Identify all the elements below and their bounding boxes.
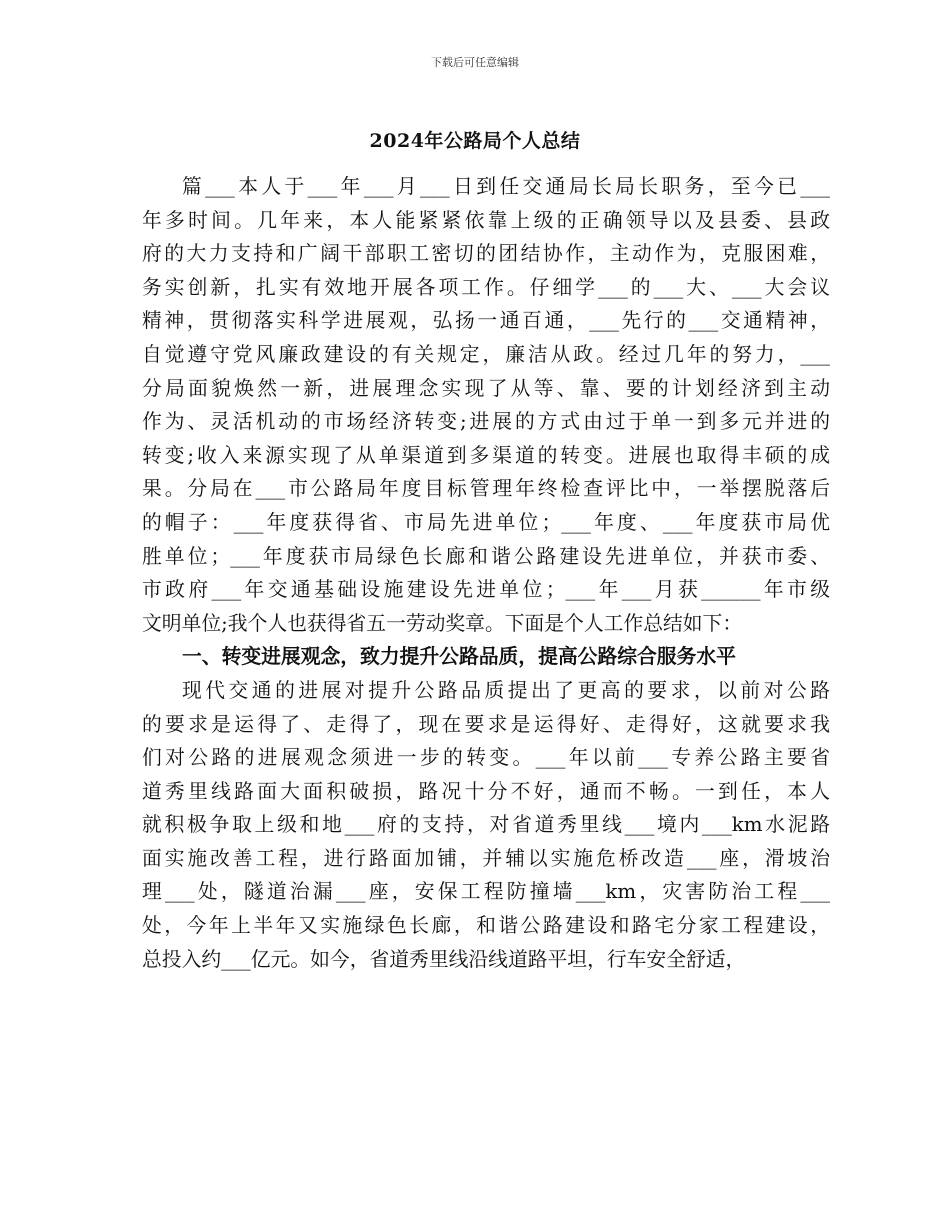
paragraph-line: 胜单位；___年度获市局绿色长廊和谐公路建设先进单位，并获市委、	[142, 544, 830, 568]
paragraph-line: 的要求是运得了、走得了，现在要求是运得好、走得好，这就要求我	[142, 712, 830, 736]
paragraph-line: 府的大力支持和广阔干部职工密切的团结协作，主动作为，克服困难，	[142, 242, 830, 266]
paragraph-line: 作为、灵活机动的市场经济转变;进展的方式由过于单一到多元并进的	[142, 410, 830, 434]
paragraph-line: 面实施改善工程，进行路面加铺，并辅以实施危桥改造___座，滑坡治	[142, 846, 830, 870]
paragraph-line: 们对公路的进展观念须进一步的转变。___年以前___专养公路主要省	[142, 746, 830, 770]
document-body	[142, 170, 830, 976]
document-title: 2024年公路局个人总结	[369, 130, 581, 152]
paragraph-line: 的帽子：___年度获得省、市局先进单位；___年度、___年度获市局优	[142, 510, 830, 534]
paragraph-line: 就积极争取上级和地___府的支持，对省道秀里线___境内___km水泥路	[142, 813, 830, 837]
paragraph-line: 精神，贯彻落实科学进展观，弘扬一通百通，___先行的___交通精神，	[142, 309, 830, 333]
header-note: 下载后可任意编辑	[431, 56, 519, 69]
paragraph-line: 处，今年上半年又实施绿色长廊，和谐公路建设和路宅分家工程建设，	[142, 914, 830, 938]
paragraph-line: 道秀里线路面大面积破损，路况十分不好，通而不畅。一到任，本人	[142, 779, 830, 803]
section-heading: 一、转变进展观念，致力提升公路品质，提高公路综合服务水平	[182, 644, 736, 669]
paragraph-line: 理___处，隧道治漏___座，安保工程防撞墙___km，灾害防治工程___	[142, 880, 830, 904]
paragraph-line: 果。分局在___市公路局年度目标管理年终检查评比中，一举摆脱落后	[142, 477, 830, 501]
paragraph-line: 自觉遵守党风廉政建设的有关规定，廉洁从政。经过几年的努力，___	[142, 342, 830, 366]
paragraph-line: 年多时间。几年来，本人能紧紧依靠上级的正确领导以及县委、县政	[142, 208, 830, 232]
paragraph-line: 务实创新，扎实有效地开展各项工作。仔细学___的___大、___大会议	[142, 275, 830, 299]
paragraph-line: 分局面貌焕然一新，进展理念实现了从等、靠、要的计划经济到主动	[142, 376, 830, 400]
paragraph-line: 市政府___年交通基础设施建设先进单位；___年___月获______年市级	[142, 578, 830, 602]
paragraph-line: 现代交通的进展对提升公路品质提出了更高的要求，以前对公路	[182, 678, 830, 702]
paragraph-line: 篇___本人于___年___月___日到任交通局长局长职务，至今已___	[182, 175, 830, 198]
paragraph-line: 转变;收入来源实现了从单渠道到多渠道的转变。进展也取得丰硕的成	[142, 443, 830, 467]
paragraph-line: 文明单位;我个人也获得省五一劳动奖章。下面是个人工作总结如下：	[142, 611, 743, 635]
paragraph-line: 总投入约___亿元。如今，省道秀里线沿线道路平坦，行车安全舒适，	[142, 947, 746, 971]
